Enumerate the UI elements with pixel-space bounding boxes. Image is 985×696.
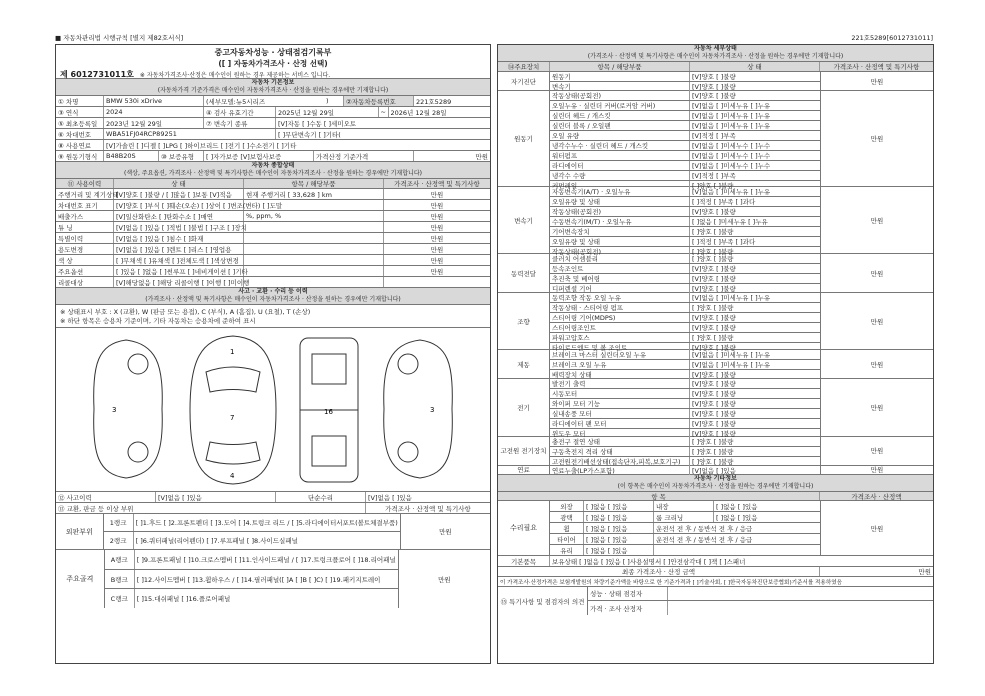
detail-table — [498, 72, 933, 475]
inner-row: A랭크 [ ]9.프론트패널 [ ]10.크로스멤버 [ ]11.인사이드패널 / [ ]17.트렁크플로어 [ ]18.리어패널 — [105, 550, 398, 570]
other-info-header: 자동차 기타정보 (이 항목은 매수인이 자동차가격조사 · 산정을 원하는 경우에만 기재합니다) — [498, 475, 933, 492]
detail-row: 라디에이터 팬 모터 [V]양호 [ ]불량 — [550, 419, 820, 429]
detail-row: 냉각수누수 · 실린더 헤드 / 개스킷 [V]없음 [ ]미세누수 [ ]누수 — [550, 141, 820, 151]
car-top-diagram — [186, 332, 281, 488]
legend-block — [56, 305, 490, 328]
detail-group: 조향 동력조향 작동 오일 누유 [V]없음 [ ]미세누유 [ ]누유 작동상태 · 스티어링 펌프 [ ]양호 [ ]불량 스티어링 기어(MDPS) [V]양호 [ ]불량 스티어링조인트 [V]양호 [ ]불량 파워고압호스 [ ]양호 [ ]불량 타이로드엔드 및 볼 조인트 [V]양호 [ ]불량 만원 — [498, 293, 933, 351]
basic-row-fuel: ⑧ 사용연료 [V]가솔린 [ ]디젤 [ ]LPG [ ]하이브리드 [ ]전기 [ ]수소전기 [ ]기타 — [56, 140, 490, 151]
detail-row: 발전기 출력 [V]양호 [ ]불량 — [550, 379, 820, 389]
form-title: 중고자동차성능 · 상태점검기록부 — [214, 48, 332, 57]
detail-row: 실린더 헤드 / 개스킷 [V]없음 [ ]미세누유 [ ]누유 — [550, 111, 820, 121]
form-subtitle: ([ ] 자동차가격조사 · 산정 선택) — [218, 59, 328, 68]
detail-row: 파워고압호스 [ ]양호 [ ]불량 — [550, 333, 820, 343]
svg-text:1: 1 — [230, 348, 235, 356]
svg-text:3: 3 — [430, 406, 435, 414]
svg-text:4: 4 — [230, 472, 235, 480]
summary-row: 배출가스 [V]일산화탄소 [ ]탄화수소 [ ]매연 %, ppm, % 만원 — [56, 211, 490, 222]
detail-row: 오일누유 · 실린더 커버(로커암 커버) [V]없음 [ ]미세누유 [ ]누유 — [550, 101, 820, 111]
legend-symbols: ※ 상태표시 부호 : X (교환), W (판금 또는 용접), C (부식), A (흠집), U (요철), T (손상) — [60, 308, 311, 316]
detail-row: 구동축전지 격리 상태 [ ]양호 [ ]불량 — [550, 447, 820, 457]
repair-row: 유리 [ ]없음 [ ]있음 — [550, 545, 820, 555]
basic-items-row: 기본품목 보유상태 [ ]없음 [ ]있음 [ ]사용설명서 [ ]안전삼각대 [ ]잭 [ ]스패너 — [498, 556, 933, 567]
detail-group: 제동 브레이크 마스터 실린더오일 누유 [V]없음 [ ]미세누유 [ ]누유 브레이크 오일 누유 [V]없음 [ ]미세누유 [ ]누유 배력장치 상태 [V]양호 [ ]불량 만원 — [498, 350, 933, 379]
doc-number: 제 6012731011호 — [60, 70, 134, 79]
detail-header: 자동차 세부상태 (가격조사 · 산정액 및 특기사항은 매수인이 자동차가격조사 · 산정을 원하는 경우에만 기재합니다) — [498, 45, 933, 62]
detail-row: 디퍼렌셜 기어 [V]양호 [ ]불량 — [552, 285, 736, 294]
document-id: 221호5289[6012731011] — [851, 34, 933, 42]
inner-row: B랭크 [ ]12.사이드멤버 [ ]13.휠하우스 / [ ]14.필러패널([ ]A [ ]B [ ]C) [ ]19.패키지트레이 — [105, 570, 398, 590]
detail-row: 클러치 어셈블리 [ ]양호 [ ]불량 — [550, 254, 820, 264]
basic-row-vin: ⑥ 차대번호 WBA51FJ04RCP89251 [ ]무단변속기 [ ]기타( — [56, 129, 490, 140]
basic-row-model: ① 차명 BMW 530i xDrive (세부모델:뉴5시리즈 ) ②자동차등록번호 221호5289 — [56, 96, 490, 107]
detail-row: 브레이크 마스터 실린더오일 누유 [V]없음 [ ]미세누유 [ ]누유 — [550, 350, 820, 360]
summary-row: 용도변경 [V]없음 [ ]있음 [ ]렌트 [ ]리스 [ ]영업용 만원 — [56, 244, 490, 255]
right-page — [497, 44, 934, 664]
summary-row: 특별이력 [V]없음 [ ]있음 [ ]침수 [ ]화재 만원 — [56, 233, 490, 244]
repair-row: 외장 [ ]없음 [ ]있음 내장 [ ]없음 [ ]있음 — [550, 501, 820, 512]
car-side-right-diagram — [378, 334, 460, 484]
detail-row: 등속조인트 [V]양호 [ ]불량 — [550, 264, 820, 274]
left-page — [55, 44, 491, 664]
outer-row: 1랭크 [ ]1.후드 [ ]2.프론트펜더 [ ]3.도어 [ ]4.트렁크 리드 / [ ]5.라디에이터서포트(볼트체결부품) — [104, 514, 400, 532]
detail-row: 기어변속장치 [ ]양호 [ ]불량 — [550, 227, 820, 237]
inner-frame-section: 주요골격 A랭크 [ ]9.프론트패널 [ ]10.크로스멤버 [ ]11.인사이드패널 / [ ]17.트렁크플로어 [ ]18.리어패널 B랭크 [ ]12.사이드멤버 [ ]13.휠하우스 / [ ]14.필러패널([ ]A [ ]B [ ]C) [ ]19.패키지트레이 C랭크 [ ]15.대쉬패널 [ ]16.플로어패널 만원 — [56, 550, 490, 608]
other-column-header: 항 목 가격조사 · 산정액 — [498, 492, 933, 501]
detail-row: 윈도우 모터 [V]양호 [ ]불량 — [552, 430, 736, 439]
summary-column-header: ⑪ 사용이력 상 태 항목 / 해당부품 가격조사 · 산정액 및 특기사항 — [56, 179, 490, 189]
detail-row: 냉각수 수량 [V]적정 [ ]부족 — [550, 171, 820, 181]
summary-row: 색 상 [ ]무채색 [ ]유채색 [ ]전체도색 [ ]색상변경 만원 — [56, 255, 490, 266]
detail-row: 오일유량 및 상태 [ ]적정 [ ]부족 [ ]과다 — [550, 197, 820, 207]
detail-group: 고전원 전기장치 충전구 절연 상태 [ ]양호 [ ]불량 구동축전지 격리 상태 [ ]양호 [ ]불량 고전원전기배선상태(접속단자,피복,보호기구) [ ]양호 [ ]불량 만원 — [498, 437, 933, 466]
detail-row: 브레이크 오일 누유 [V]없음 [ ]미세누유 [ ]누유 — [550, 360, 820, 370]
summary-row: 차대번호 표기 [V]양호 [ ]부식 [ ]훼손(오손) [ ]상이 [ ]변조(변타) [ ]도말 만원 — [56, 200, 490, 211]
detail-row: 실내송풍 모터 [V]양호 [ ]불량 — [550, 409, 820, 419]
basic-row-registration: ⑤ 최초등록일 2023년 12월 29일 ⑦ 변속기 종류 [V]자동 [ ]수동 [ ]세미오토 — [56, 118, 490, 129]
accident-history-row: ⑫ 사고이력 [V]없음 [ ]있음 단순수리 [V]없음 [ ]있음 — [56, 492, 490, 503]
car-diagram — [56, 328, 490, 492]
final-price-row: 최종 가격조사 · 산정 금액 만원 — [498, 567, 933, 577]
detail-row: 라디에이터 [V]없음 [ ]미세누수 [ ]누수 — [550, 161, 820, 171]
summary-table — [56, 189, 490, 288]
detail-row: 원동기 [V]양호 [ ]불량 — [550, 72, 820, 82]
detail-row: 와이퍼 모터 기능 [V]양호 [ ]불량 — [550, 399, 820, 409]
detail-group: 전기 발전기 출력 [V]양호 [ ]불량 시동모터 [V]양호 [ ]불량 와이퍼 모터 기능 [V]양호 [ ]불량 실내송풍 모터 [V]양호 [ ]불량 라디에이터 팬 모터 [V]양호 [ ]불량 윈도우 모터 [V]양호 [ ]불량 만원 — [498, 379, 933, 437]
repair-row: 타이어 [ ]없음 [ ]있음 운전석 전 후 / 동반석 전 후 / 응급 — [550, 534, 820, 545]
summary-row: 주요옵션 [ ]있음 [ ]없음 [ ]썬루프 [ ]네비게이션 [ ]기타 만원 — [56, 266, 490, 277]
detail-row: 오일유량 및 상태 [ ]적정 [ ]부족 [ ]과다 — [550, 237, 820, 247]
special-notes-section: ⑮ 특기사항 및 점검자의 의견 성능 · 상태 점검자 가격 · 조사 산정자 — [498, 587, 933, 615]
detail-row: 실린더 블록 / 오일팬 [V]없음 [ ]미세누유 [ ]누유 — [550, 121, 820, 131]
outer-row: 2랭크 [ ]6.쿼터패널(리어펜더) [ ]7.루프패널 [ ]8.사이드실패널 — [104, 532, 400, 549]
basic-row-engine: ⑨ 원동기형식 B48B20S ⑩ 보증유형 [ ]자가보증 [V]보험사보증 가격산정 기준가격 만원 — [58, 152, 488, 161]
regulation-label: ■ 자동차관리법 시행규칙 [별지 제82호서식] — [55, 34, 184, 42]
detail-row: 스티어링조인트 [V]양호 [ ]불량 — [550, 323, 820, 333]
inner-row: C랭크 [ ]15.대쉬패널 [ ]16.플로어패널 — [105, 589, 398, 608]
detail-group: 원동기 작동상태(공회전) [V]양호 [ ]불량 오일누유 · 실린더 커버(로커암 커버) [V]없음 [ ]미세누유 [ ]누유 실린더 헤드 / 개스킷 [V]없음 [ ]미세누유 [ ]누유 실린더 블록 / 오일팬 [V]없음 [ ]미세누유 [ ]누유 오일 유량 [V]적정 [ ]부족 냉각수누수 · 실린더 헤드 / 개스킷 [V]없음 [ ]미세누수 [ ]누수 워터펌프 [V]없음 [ ]미세누수 [ ]누수 라디에이터 [V]없음 [ ]미세누수 [ ]누수 냉각수 수량 [V]적정 [ ]부족 커먼레일 [ ]양호 [ ]불량 만원 — [498, 91, 933, 187]
summary-row: 리콜대상 [V]해당없음 [ ]해당 리콜이행 [ ]이행 [ ]미이행 — [56, 277, 490, 288]
summary-header: 자동차 종합상태 (색상, 주요옵션, 가격조사 · 산정액 및 특기사항은 매수인이 자동차가격조사 · 산정을 원하는 경우에만 기재합니다) — [56, 162, 490, 179]
disclaimer-row: 이 가격조사·산정가격은 보험개발원의 차량기준가액을 바탕으로 한 기준가격과 [ ]기술사회, [ ]한국자동차진단보증협회)기준서를 적용하였음 — [498, 577, 933, 587]
detail-row: 연료누출(LP가스포함) [V]없음 [ ]있음 — [552, 466, 736, 475]
detail-row: 동력조향 작동 오일 누유 [V]없음 [ ]미세누유 [ ]누유 — [550, 293, 820, 303]
accident-header: 사고 · 교환 · 수리 등 이력 (가격조사 · 산정액 및 특기사항은 매수인이 자동차가격조사 · 산정을 원하는 경우에만 기재합니다) — [56, 288, 490, 305]
detail-row: 배력장치 상태 [V]양호 [ ]불량 — [552, 371, 736, 380]
detail-group: 자기진단 원동기 [V]양호 [ ]불량 변속기 [V]양호 [ ]불량 만원 — [498, 72, 933, 91]
detail-row: 타이로드엔드 및 볼 조인트 [V]양호 [ ]불량 — [552, 343, 736, 352]
repair-section: 수리필요 외장 [ ]없음 [ ]있음 내장 [ ]없음 [ ]있음 광택 [ ]없음 [ ]있음 룸 크리닝 [ ]없음 [ ]있음 휠 [ ]없음 [ ]있음 운전석 전 후 / 동반석 전 후 / 응급 타이어 [ ]없음 [ ]있음 운전석 전 후 / 동반석 전 후 / 응급 유리 [ ]없음 [ ]있음 만원 — [498, 501, 933, 556]
detail-row: 고전원전기배선상태(접속단자,피복,보호기구) [ ]양호 [ ]불량 — [552, 457, 734, 466]
exchange-header-row: ⑬ 교환, 판금 등 이상 부위 가격조사 · 산정액 및 특기사항 — [56, 503, 490, 514]
detail-row: 시동모터 [V]양호 [ ]불량 — [550, 389, 820, 399]
title-block — [56, 45, 490, 79]
detail-row: 워터펌프 [V]없음 [ ]미세누수 [ ]누수 — [550, 151, 820, 161]
basic-info-header: 자동차 기본정보 (자동차가격 기준가격은 매수인이 자동차가격조사 · 산정을 원하는 경우에만 기재합니다) — [56, 79, 490, 96]
detail-row: 수동변속기(M/T) · 오일누유 [ ]없음 [ ]미세누유 [ ]누유 — [550, 217, 820, 227]
detail-row: 변속기 [V]양호 [ ]불량 — [552, 83, 736, 91]
detail-row: 작동상태(공회전) [ ]양호 [ ]불량 — [552, 248, 734, 257]
doc-number-note: ※ 자동차가격조사·산정은 매수인이 원하는 경우 제공하는 서비스 입니다. — [139, 72, 331, 79]
repair-row: 휠 [ ]없음 [ ]있음 운전석 전 후 / 동반석 전 후 / 응급 — [550, 523, 820, 534]
detail-group: 동력전달 클러치 어셈블리 [ ]양호 [ ]불량 등속조인트 [V]양호 [ ]불량 추진축 및 베어링 [V]양호 [ ]불량 디퍼렌셜 기어 [V]양호 [ ]불량 만원 — [498, 254, 933, 292]
detail-column-header: ⑭주요장치 항목 / 해당부품 상 태 가격조사 · 산정액 및 특기사항 — [498, 62, 933, 72]
detail-row: 자동변속기(A/T) · 오일누유 [V]없음 [ ]미세누유 [ ]누유 — [550, 187, 820, 197]
detail-row: 스티어링 기어(MDPS) [V]양호 [ ]불량 — [550, 313, 820, 323]
detail-group: 연료 연료누출(LP가스포함) [V]없음 [ ]있음 만원 — [498, 466, 933, 476]
outer-panel-section: 외판부위 1랭크 [ ]1.후드 [ ]2.프론트펜더 [ ]3.도어 [ ]4.트렁크 리드 / [ ]5.라디에이터서포트(볼트체결부품) 2랭크 [ ]6.쿼터패널(리어펜더) [ ]7.루프패널 [ ]8.사이드실패널 만원 — [56, 514, 490, 550]
repair-row: 광택 [ ]없음 [ ]있음 룸 크리닝 [ ]없음 [ ]있음 — [550, 512, 820, 523]
detail-group: 변속기 자동변속기(A/T) · 오일누유 [V]없음 [ ]미세누유 [ ]누유 오일유량 및 상태 [ ]적정 [ ]부족 [ ]과다 작동상태(공회전) [V]양호 [ ]불량 수동변속기(M/T) · 오일누유 [ ]없음 [ ]미세누유 [ ]누유 기어변속장치 [ ]양호 [ ]불량 오일유량 및 상태 [ ]적정 [ ]부족 [ ]과다 작동상태(공회전) [ ]양호 [ ]불량 만원 — [498, 187, 933, 254]
detail-row: 충전구 절연 상태 [ ]양호 [ ]불량 — [550, 437, 820, 447]
svg-text:16: 16 — [324, 408, 333, 416]
legend-note: ※ 하단 항목은 승용차 기준이며, 기타 자동차는 승용차에 준하여 표시 — [60, 317, 256, 325]
svg-text:3: 3 — [112, 406, 117, 414]
summary-row: 주행거리 및 계기상태 [V]양호 [ ]불량 / [ ]많음 [ ]보통 [V]적음 현재 주행거리 [ 33,628 ] km 만원 — [56, 189, 490, 200]
detail-row: 작동상태 · 스티어링 펌프 [ ]양호 [ ]불량 — [550, 303, 820, 313]
basic-row-year: ③ 연식 2024 ④ 검사 유효기간 2025년 12월 29일 ~ 2026년 12월 28일 — [56, 107, 490, 118]
detail-row: 오일 유량 [V]적정 [ ]부족 — [550, 131, 820, 141]
detail-row: 추진축 및 베어링 [V]양호 [ ]불량 — [550, 274, 820, 284]
car-side-left-diagram — [86, 334, 168, 484]
detail-row: 작동상태(공회전) [V]양호 [ ]불량 — [550, 207, 820, 217]
detail-row: 작동상태(공회전) [V]양호 [ ]불량 — [550, 91, 820, 101]
svg-text:7: 7 — [230, 414, 235, 422]
summary-row: 튜 닝 [V]없음 [ ]있음 [ ]적법 [ ]불법 [ ]구조 [ ]장치 만원 — [56, 222, 490, 233]
car-frame-diagram — [294, 332, 364, 488]
detail-row: 커먼레일 [ ]양호 [ ]불량 — [552, 182, 734, 191]
